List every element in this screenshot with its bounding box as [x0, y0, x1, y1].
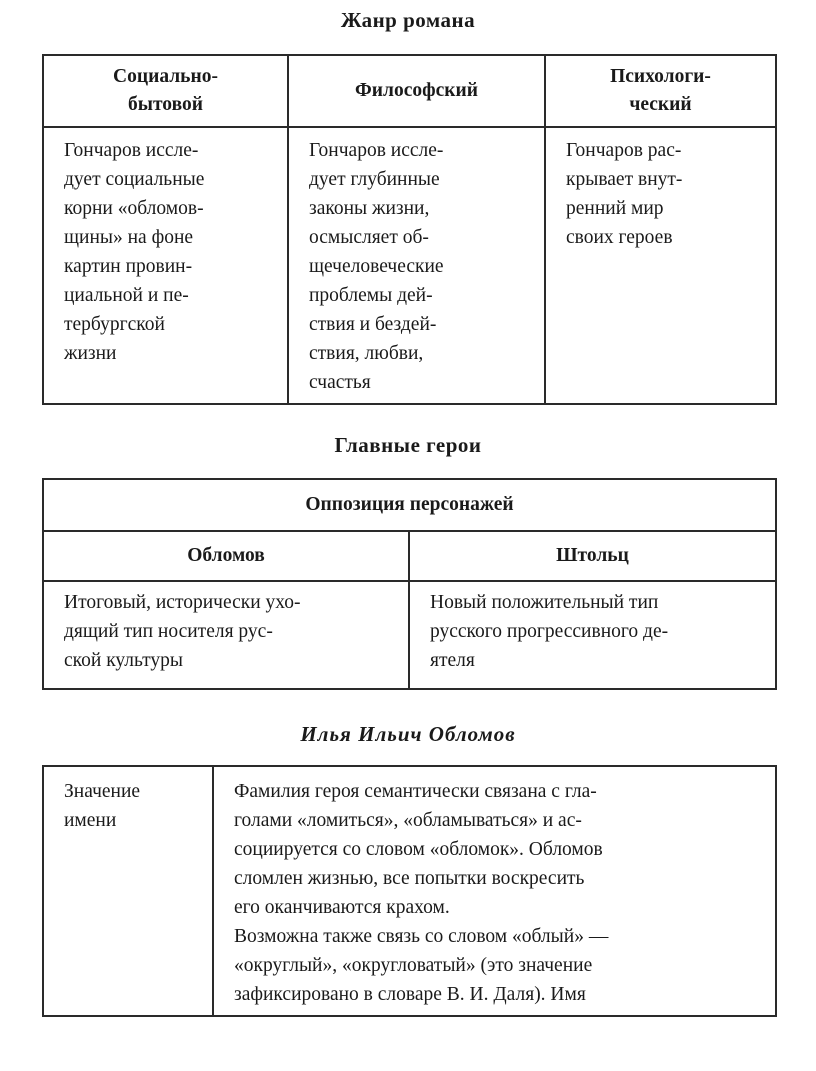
- name-meaning-text: [213, 766, 776, 1016]
- stolz-header: Штольц: [409, 531, 776, 581]
- genre-header-social: Социально- бытовой: [43, 55, 288, 127]
- genre-header-psychological: Психологи- ческий: [545, 55, 776, 127]
- genre-cell-philosophical: Гончаров иссле- дует глубинные законы жизни, осмысляет об- щечеловеческие проблемы дей- ствия и бездей- ствия, любви, счастья: [288, 127, 545, 404]
- heroes-table: [42, 478, 777, 690]
- oblomov-table: [42, 765, 777, 1017]
- oblomov-description: Итоговый, исторически ухо- дящий тип носителя рус- ской культуры: [43, 581, 409, 689]
- oblomov-heading: Илья Ильич Обломов: [300, 722, 516, 746]
- genre-heading: Жанр романа: [340, 8, 476, 32]
- stolz-description: Новый положительный тип русского прогрессивного де- ятеля: [409, 581, 776, 689]
- name-meaning-paragraph-2: Возможна также связь со словом «облый» — «округлый», «округловатый» (это значение зафиксировано в словаре В. И. Даля). Имя: [234, 926, 609, 1005]
- genre-cell-psychological: Гончаров рас- крывает внут- ренний мир своих героев: [545, 127, 776, 404]
- genre-cell-social: Гончаров иссле- дует социальные корни «обломов- щины» на фоне картин провин- циальной и пе- тербургской жизни: [43, 127, 288, 404]
- name-meaning-paragraph-1: Фамилия героя семантически связана с гла- голами «ломиться», «обламываться» и ас- социируется со словом «обломок». Обломов сломлен жизнью, все попытки воскресить его оканчиваются крахом.: [234, 781, 603, 918]
- genre-header-philosophical: Философский: [288, 55, 545, 127]
- genre-table: [42, 54, 777, 405]
- oblomov-header: Обломов: [43, 531, 409, 581]
- opposition-header: Оппозиция персонажей: [43, 479, 776, 531]
- heroes-heading: Главные герои: [334, 433, 482, 457]
- name-meaning-label: Значение имени: [43, 766, 213, 1016]
